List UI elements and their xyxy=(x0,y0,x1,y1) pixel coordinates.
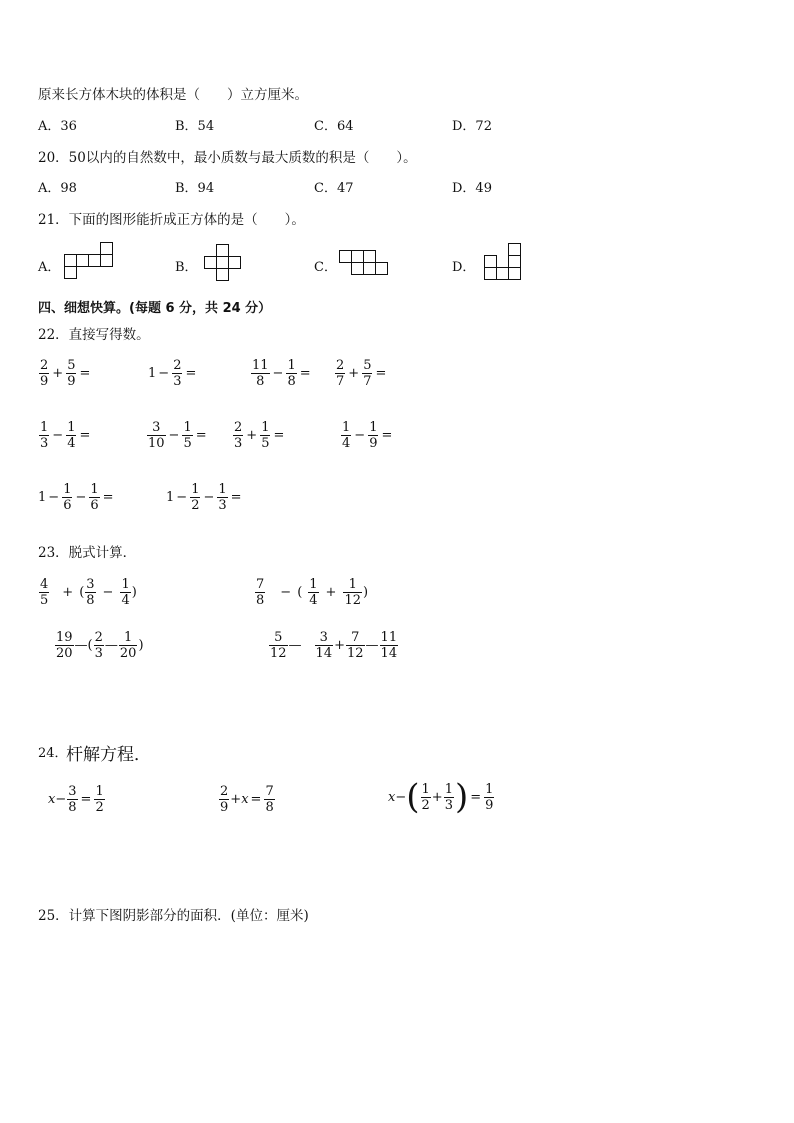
q20-option-c: C．47 xyxy=(314,181,354,196)
q23-expr-3: $\frac{19}{20}$ — ( $\frac{2}{3}$ — $\frac{1}{20}$ ) xyxy=(56,630,144,661)
q19-option-d: D．72 xyxy=(452,119,492,134)
q23-text: 23．脱式计算． xyxy=(38,545,137,561)
q22-expr-10: 1 − $\frac{1}{2}$ − $\frac{1}{3}$ = xyxy=(166,482,242,513)
q22-expr-8: $\frac{1}{4}$ − $\frac{1}{9}$ = xyxy=(342,420,393,451)
q21-text: 21．下面的图形能折成正方体的是（ ）。 xyxy=(38,212,305,228)
q24-number: 24． xyxy=(38,746,68,761)
q19-option-b: B．54 xyxy=(175,119,215,134)
q19-option-a: A．36 xyxy=(38,119,77,134)
q23-expr-1: $\frac{4}{5}$ + ( $\frac{3}{8}$ − $\frac{1}{4}$ ) xyxy=(40,577,137,608)
q23-expr-2: $\frac{7}{8}$ − ( $\frac{1}{4}$ + $\frac{1}{12}$ ) xyxy=(256,577,369,608)
q24-text: 杆解方程． xyxy=(66,745,151,765)
q21-label-a: A． xyxy=(38,260,61,275)
q21-label-d: D． xyxy=(452,260,476,275)
cube-net-d xyxy=(483,242,525,284)
q22-text: 22．直接写得数。 xyxy=(38,327,150,343)
q19-tail-text: 原来长方体木块的体积是（ ）立方厘米。 xyxy=(38,87,308,103)
q24-equation-2: $\frac{2}{9}$ + x = $\frac{7}{8}$ xyxy=(220,784,274,815)
q22-expr-7: $\frac{2}{3}$ + $\frac{1}{5}$ = xyxy=(234,420,285,451)
cube-net-b xyxy=(203,243,245,285)
q19-option-c: C．64 xyxy=(314,119,354,134)
cube-net-c xyxy=(339,249,393,279)
q22-expr-2: 1 − $\frac{2}{3}$ = xyxy=(148,358,197,389)
q22-expr-6: $\frac{3}{10}$ − $\frac{1}{5}$ = xyxy=(148,420,207,451)
q20-option-d: D．49 xyxy=(452,181,492,196)
q22-expr-9: 1 − $\frac{1}{6}$ − $\frac{1}{6}$ = xyxy=(38,482,114,513)
q21-label-b: B． xyxy=(175,260,198,275)
q22-expr-4: $\frac{2}{7}$ + $\frac{5}{7}$ = xyxy=(336,358,387,389)
section-4-heading: 四、细想快算。(每题 6 分，共 24 分） xyxy=(38,301,272,316)
q20-option-a: A．98 xyxy=(38,181,77,196)
q20-option-b: B．94 xyxy=(175,181,215,196)
q24-equation-3: x − ( $\frac{1}{2}$ + $\frac{1}{3}$ ) = $\frac{1}{9}$ xyxy=(388,777,494,817)
q22-expr-5: $\frac{1}{3}$ − $\frac{1}{4}$ = xyxy=(40,420,91,451)
q22-expr-3: $\frac{11}{8}$ − $\frac{1}{8}$ = xyxy=(252,358,311,389)
q23-expr-4: $\frac{5}{12}$ — $\frac{3}{14}$ + $\frac{7}{12}$ — $\frac{11}{14}$ xyxy=(270,630,398,661)
q24-equation-1: x − $\frac{3}{8}$ = $\frac{1}{2}$ xyxy=(48,784,104,815)
q25-text: 25．计算下图阴影部分的面积．(单位：厘米) xyxy=(38,908,309,924)
q20-text: 20．50以内的自然数中，最小质数与最大质数的积是（ ）。 xyxy=(38,150,417,166)
cube-net-a xyxy=(64,241,118,283)
q21-label-c: C． xyxy=(314,260,337,275)
q22-expr-1: $\frac{2}{9}$ + $\frac{5}{9}$ = xyxy=(40,358,91,389)
